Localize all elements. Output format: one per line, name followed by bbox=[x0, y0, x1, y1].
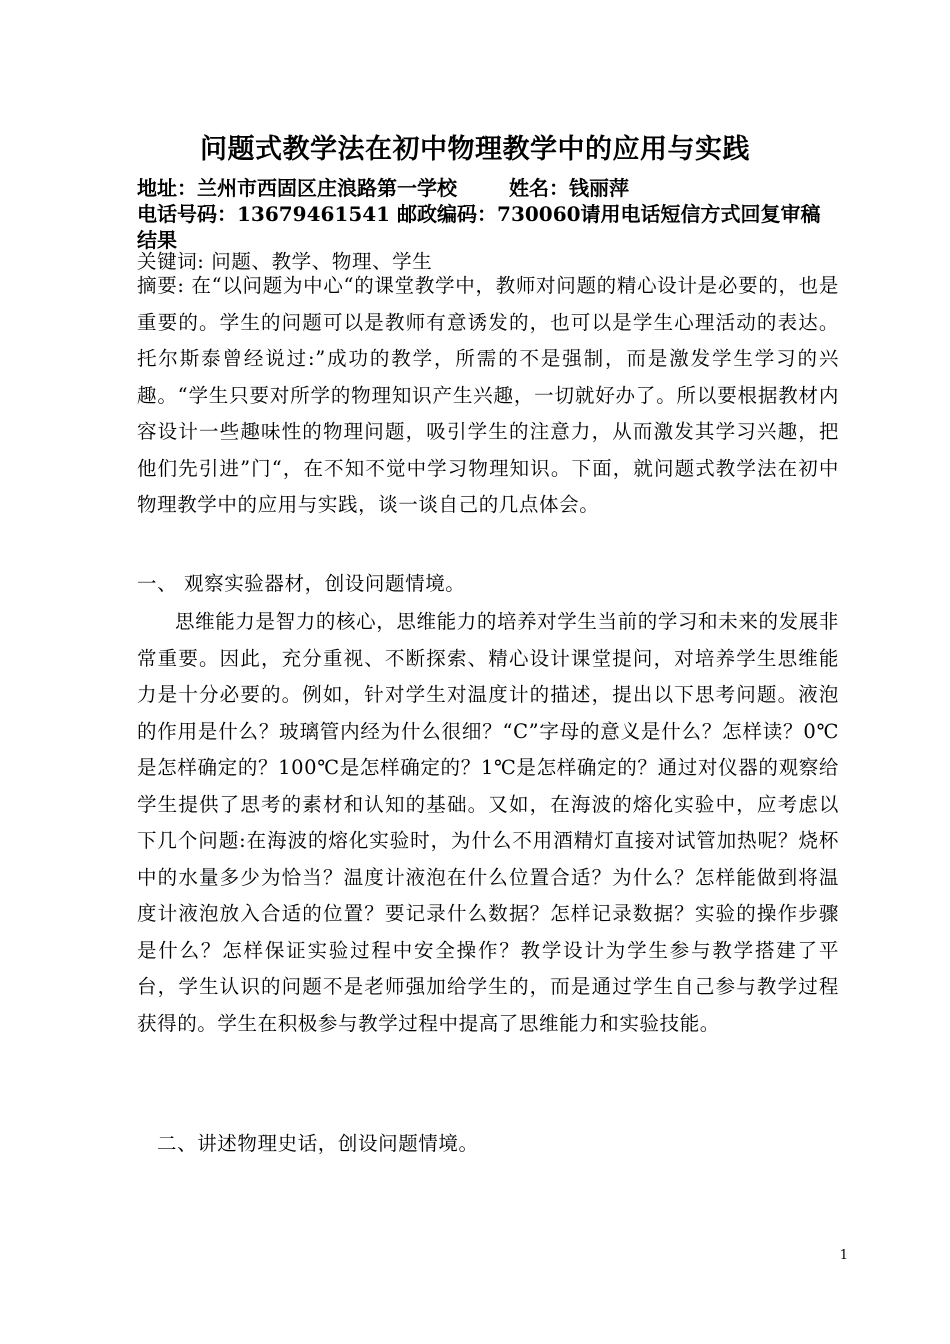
section-2-heading: 二、讲述物理史话，创设问题情境。 bbox=[157, 1132, 479, 1155]
document-title: 问题式教学法在初中物理教学中的应用与实践 bbox=[200, 134, 750, 165]
section-1-heading: 一、 观察实验器材，创设问题情境。 bbox=[137, 572, 466, 595]
abstract-paragraph: 摘要: 在“以问题为中心“的课堂教学中，教师对问题的精心设计是必要的，也是重要的。学生的问题可以是教师有意诱发的，也可以是学生心理活动的表达。托尔斯泰曾经说过:”成功的教学，所需的不是强制，而是激发学生学习的兴趣。“学生只要对所学的物理知识产生兴趣，一切就好办了。所以要根据教材内容设计一些趣味性的物理问题，吸引学生的注意力，从而激发其学习兴趣，把他们先引进”门“，在不知不觉中学习物理知识。下面，就问题式教学法在初中物理教学中的应用与实践，谈一谈自己的几点体会。 bbox=[137, 274, 839, 516]
author-address: 地址：兰州市西固区庄浪路第一学校 bbox=[137, 176, 457, 200]
author-name: 姓名：钱丽萍 bbox=[509, 176, 629, 200]
keywords: 关键词: 问题、教学、物理、学生 bbox=[137, 250, 433, 273]
author-contact: 电话号码：13679461541 邮政编码：730060请用电话短信方式回复审稿结果 bbox=[137, 202, 821, 252]
page-number: 1 bbox=[839, 1248, 848, 1263]
section-1-paragraph: 思维能力是智力的核心，思维能力的培养对学生当前的学习和未来的发展非常重要。因此，充分重视、不断探索、精心设计课堂提问，对培养学生思维能力是十分必要的。例如，针对学生对温度计的描述，提出以下思考问题。液泡的作用是什么？玻璃管内经为什么很细？“C”字母的意义是什么？怎样读？0℃是怎样确定的？100℃是怎样确定的？1℃是怎样确定的？通过对仪器的观察给学生提供了思考的素材和认知的基础。又如，在海波的熔化实验中，应考虑以下几个问题:在海波的熔化实验时，为什么不用酒精灯直接对试管加热呢？烧杯中的水量多少为恰当？温度计液泡在什么位置合适？为什么？怎样能做到将温度计液泡放入合适的位置？要记录什么数据？怎样记录数据？实验的操作步骤是什么？怎样保证实验过程中安全操作？教学设计为学生参与教学搭建了平台，学生认识的问题不是老师强加给学生的，而是通过学生自己参与教学过程获得的。学生在积极参与教学过程中提高了思维能力和实验技能。 bbox=[137, 610, 839, 1035]
author-address-line bbox=[137, 175, 837, 201]
